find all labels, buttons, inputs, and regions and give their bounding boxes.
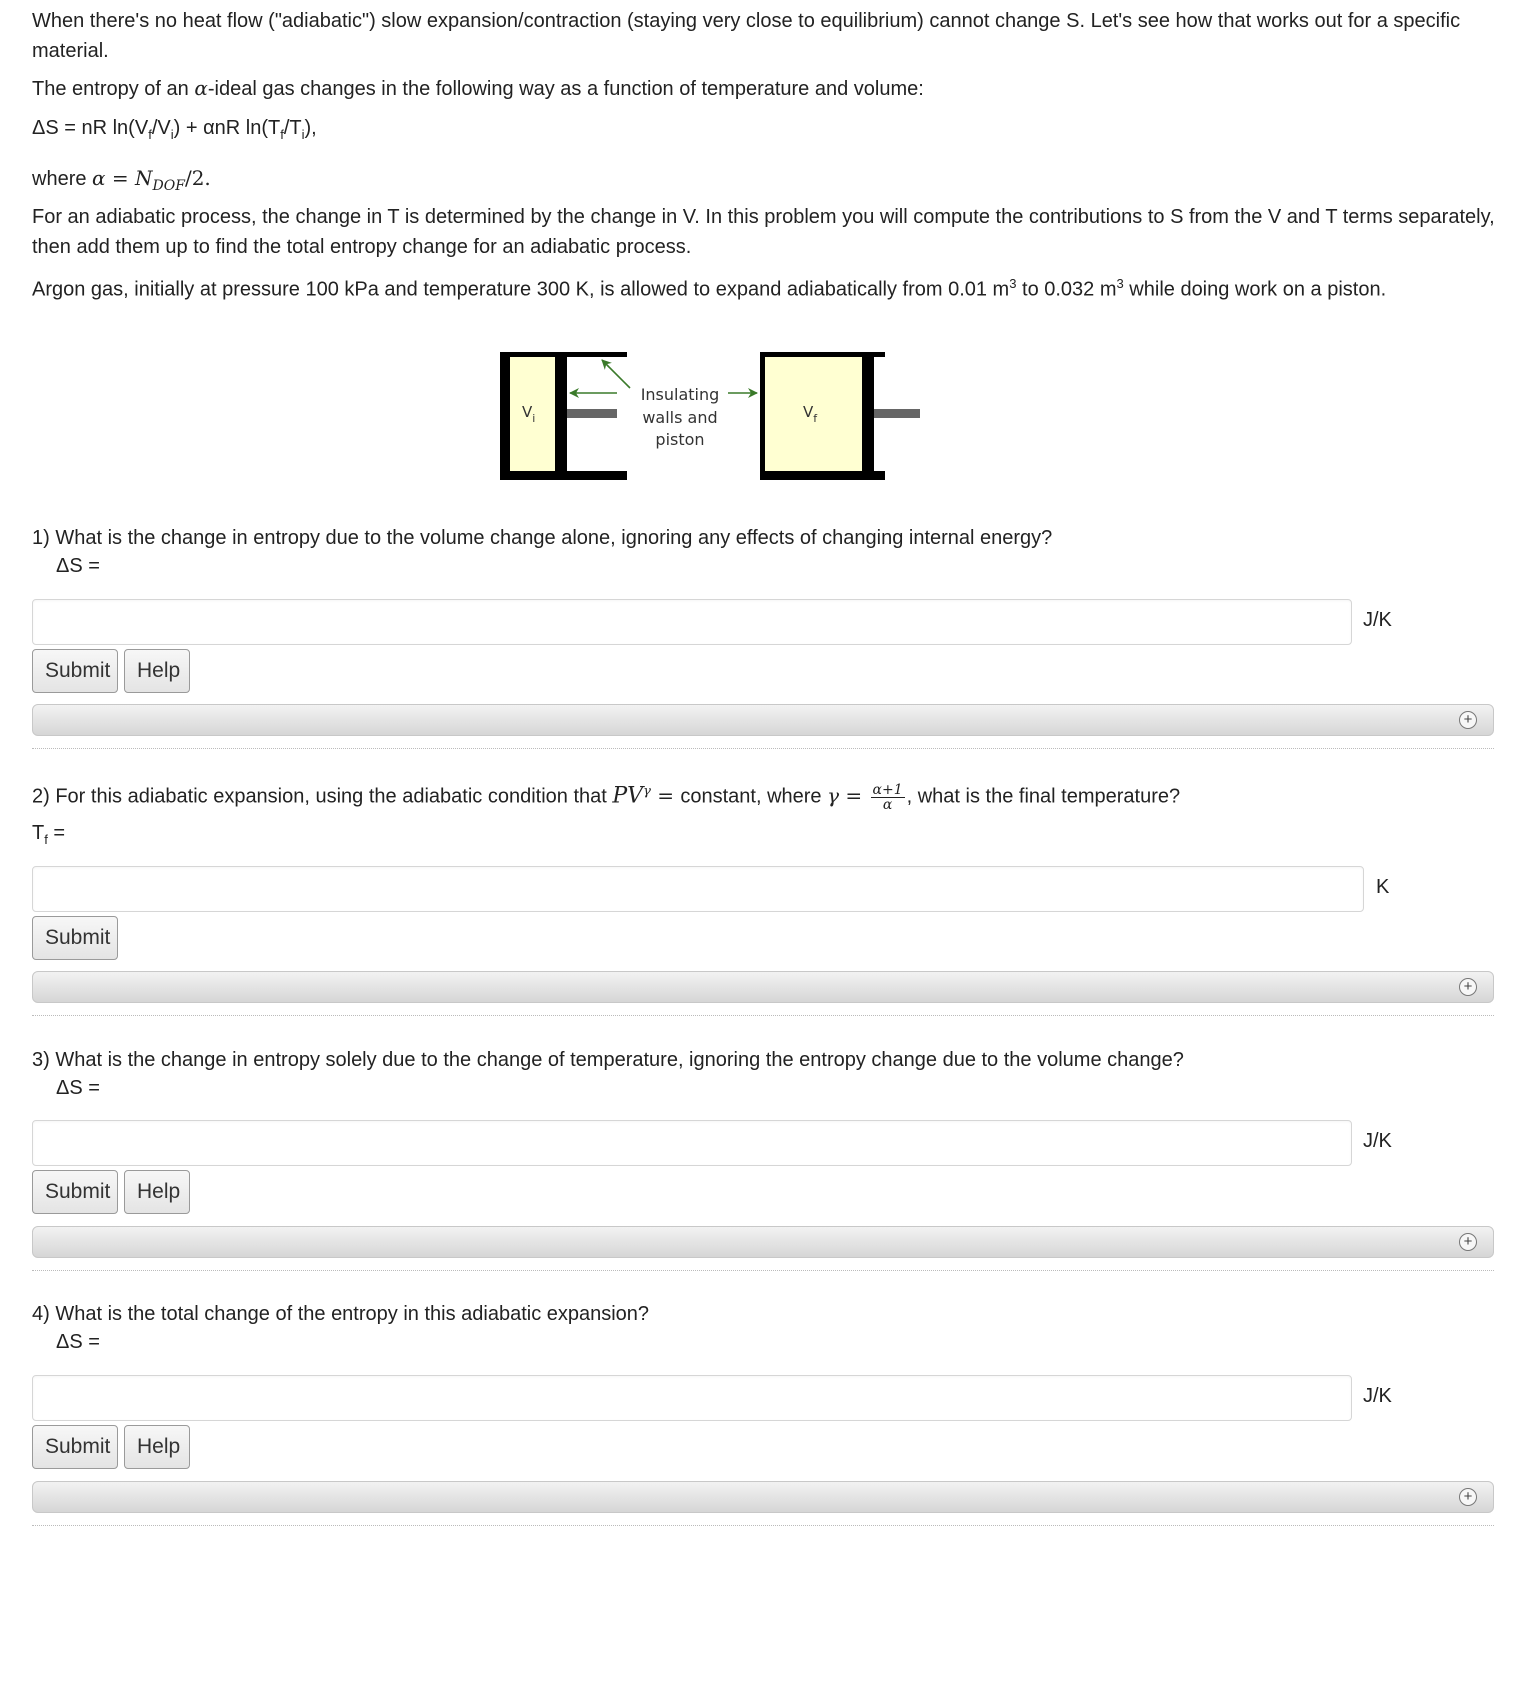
eq-part-b: /V — [151, 117, 171, 139]
final-piston — [862, 352, 874, 480]
question-2-feedback-bar[interactable] — [32, 971, 1494, 1003]
intro-paragraph-5 — [32, 269, 1502, 305]
question-4-divider — [32, 1525, 1494, 1526]
question-2-unit: K — [1376, 876, 1390, 898]
intro-paragraph-2 — [32, 73, 1502, 104]
q2-math-pv: PV — [612, 783, 644, 809]
question-4-unit: J/K — [1363, 1385, 1392, 1407]
q2-math-gamma: γ — [827, 783, 840, 808]
final-piston-rod — [874, 409, 920, 418]
eq-sub-i2: i — [301, 127, 305, 142]
question-1-label: ΔS = — [56, 555, 100, 577]
question-4-answer-input[interactable] — [32, 1375, 1352, 1421]
question-1-buttons — [32, 649, 332, 693]
q2-label-sub: f — [44, 832, 48, 847]
where-half: /2. — [184, 166, 211, 190]
question-1-help-button[interactable]: Help — [124, 649, 190, 693]
q2-text-b: constant, where — [680, 785, 828, 808]
intro-paragraph-1: When there's no heat flow ("adiabatic") slow expansion/contraction (staying very close to equilibrium) cannot change S. Let's see how that works out for a specific material. — [32, 10, 1461, 62]
question-4-buttons — [32, 1425, 332, 1469]
q2-text-c: , what is the final temperature? — [906, 785, 1181, 808]
question-3-feedback-bar[interactable] — [32, 1226, 1494, 1258]
vi-label: $V_i$ — [522, 403, 536, 425]
eq-sub-f2: f — [280, 127, 284, 142]
p5-text-b: to 0.032 m — [1016, 278, 1117, 301]
q2-label-eq: = — [47, 822, 66, 844]
plus-circle-icon[interactable]: + — [1459, 1233, 1477, 1251]
eq-sub-i1: i — [170, 127, 174, 142]
caption-line-2: walls and — [642, 408, 718, 427]
question-1-divider — [32, 748, 1494, 749]
p5-sup-2: 3 — [1116, 276, 1124, 291]
initial-piston — [555, 352, 567, 480]
question-2-submit-button[interactable]: Submit — [32, 916, 118, 960]
eq-part-d: /T — [283, 117, 302, 139]
p2-text-a: The entropy of an — [32, 78, 195, 100]
p2-alpha: α — [194, 76, 208, 100]
intro-paragraph-4: For an adiabatic process, the change in T is determined by the change in V. In this problem you will compute the contributions to S from the V and T terms separately, then add them up to find the total entropy change for an adiabatic process. — [32, 206, 1495, 258]
p5-text-a: Argon gas, initially at pressure 100 kPa and temperature 300 K, is allowed to expand adiabatically from 0.01 m — [32, 278, 1010, 301]
eq-sub-f1: f — [148, 127, 152, 142]
alpha-definition — [32, 163, 1502, 201]
q2-text-a: 2) For this adiabatic expansion, using the adiabatic condition that — [32, 785, 613, 808]
plus-circle-icon[interactable]: + — [1459, 1488, 1477, 1506]
q2-math-gamma-sup: γ — [643, 784, 651, 799]
question-2-divider — [32, 1015, 1494, 1016]
question-3-answer-input[interactable] — [32, 1120, 1352, 1166]
question-1-unit: J/K — [1363, 609, 1392, 631]
plus-circle-icon[interactable]: + — [1459, 978, 1477, 996]
question-3-divider — [32, 1270, 1494, 1271]
q2-gamma-fraction — [871, 783, 905, 812]
p5-text-c: while doing work on a piston. — [1123, 278, 1387, 301]
vf-label: $V_f$ — [803, 403, 818, 425]
question-2-prompt — [32, 777, 1502, 812]
q2-math-eq: = — [650, 783, 681, 808]
plus-circle-icon[interactable]: + — [1459, 711, 1477, 729]
question-4-help-button[interactable]: Help — [124, 1425, 190, 1469]
question-1-submit-button[interactable]: Submit — [32, 649, 118, 693]
question-3-help-button[interactable]: Help — [124, 1170, 190, 1214]
arrow-to-wall — [602, 360, 630, 388]
entropy-equation — [32, 113, 1502, 150]
q2-math-eq2: = — [839, 783, 869, 808]
question-4-prompt: 4) What is the total change of the entropy in this adiabatic expansion? — [32, 1303, 650, 1325]
where-text: where — [32, 168, 93, 190]
eq-part-e: ), — [304, 117, 317, 139]
where-dof: DOF — [152, 178, 185, 194]
piston-diagram — [500, 340, 940, 490]
where-N: N — [135, 166, 153, 190]
question-2-answer-input[interactable] — [32, 866, 1364, 912]
p5-sup-1: 3 — [1009, 276, 1017, 291]
eq-part-a: ΔS = nR ln(V — [32, 117, 149, 139]
question-4-feedback-bar[interactable] — [32, 1481, 1494, 1513]
question-1-answer-input[interactable] — [32, 599, 1352, 645]
question-3-unit: J/K — [1363, 1130, 1392, 1152]
eq-part-c: ) + αnR ln(T — [173, 117, 281, 139]
where-eq: = — [105, 166, 136, 190]
question-1-prompt: 1) What is the change in entropy due to the volume change alone, ignoring any effects of changing internal energy? — [32, 527, 1053, 549]
question-2-buttons — [32, 916, 332, 960]
q2-frac-numerator: α+1 — [872, 781, 903, 798]
caption-line-3: piston — [655, 430, 705, 449]
question-3-prompt: 3) What is the change in entropy solely due to the change of temperature, ignoring the entropy change due to the volume change? — [32, 1049, 1184, 1071]
question-1-feedback-bar[interactable] — [32, 704, 1494, 736]
question-4-submit-button[interactable]: Submit — [32, 1425, 118, 1469]
caption-line-1: Insulating — [640, 385, 720, 404]
q2-label-t: T — [32, 822, 45, 844]
question-2-label — [32, 818, 65, 855]
question-4-label: ΔS = — [56, 1331, 100, 1353]
question-3-label: ΔS = — [56, 1077, 100, 1099]
q2-frac-denominator: α — [882, 796, 893, 813]
question-3-buttons — [32, 1170, 332, 1214]
p2-text-b: -ideal gas changes in the following way as a function of temperature and volume: — [207, 78, 924, 100]
where-alpha: α — [92, 166, 106, 190]
initial-piston-rod — [567, 409, 617, 418]
question-3-submit-button[interactable]: Submit — [32, 1170, 118, 1214]
